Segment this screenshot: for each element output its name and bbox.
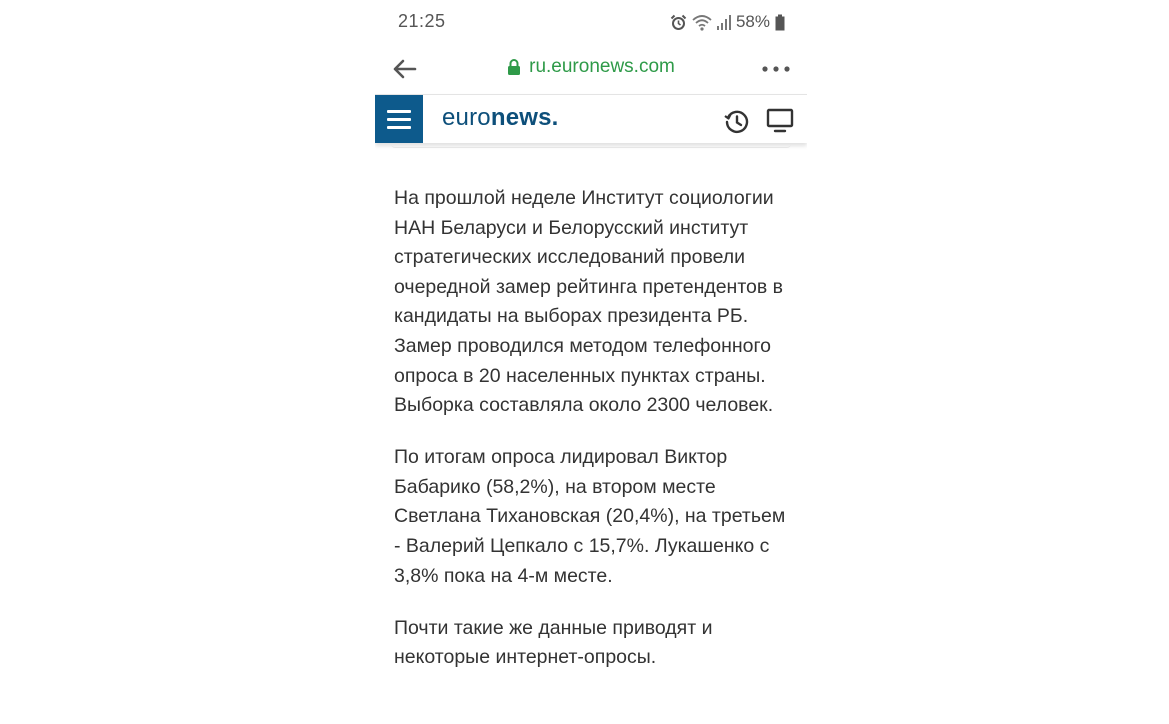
article-paragraph-1: На прошлой неделе Институт социологии НАН Беларуси и Белорусский институт стратегических исследований провели очередной замер рейтинга претендентов в кандидаты на выборах президента РБ. Замер проводился методом телефонного опроса в 20 населенных пунктах страны. Выборка составляла около 2300 человек. [394, 187, 784, 417]
menu-button[interactable] [375, 95, 423, 143]
url-text: ru.euronews.com [529, 56, 675, 77]
battery-percent: 58% [735, 12, 770, 31]
article-body [394, 184, 794, 695]
status-bar [375, 0, 807, 44]
status-time: 21:25 [398, 11, 446, 31]
tv-icon[interactable] [766, 108, 794, 134]
article-paragraph-2: По итогам опроса лидировал Виктор Бабарико (58,2%), на втором месте Светлана Тихановская (20,4%), на третьем - Валерий Цепкало с 15,7%. Лукашенко с 3,8% пока на 4-м месте. [394, 446, 786, 587]
logo-bold-part: news. [490, 104, 559, 131]
site-header [375, 94, 807, 143]
browser-address-bar [375, 44, 807, 94]
phone-screen [375, 0, 807, 724]
status-icons [670, 11, 785, 33]
battery-icon [775, 14, 785, 31]
more-dots-icon[interactable] [761, 56, 791, 82]
lock-icon [507, 58, 521, 76]
alarm-icon [670, 14, 687, 31]
wifi-icon [692, 14, 712, 31]
euronews-logo[interactable] [442, 104, 559, 132]
history-icon[interactable] [723, 108, 751, 136]
signal-icon [717, 14, 731, 31]
menu-icon [387, 110, 411, 113]
article-paragraph-3: Почти такие же данные приводят и некоторые интернет-опросы. [394, 616, 713, 669]
logo-light-part: euro [442, 104, 491, 131]
header-bottom-edge [391, 143, 791, 148]
url-field[interactable] [375, 56, 807, 78]
